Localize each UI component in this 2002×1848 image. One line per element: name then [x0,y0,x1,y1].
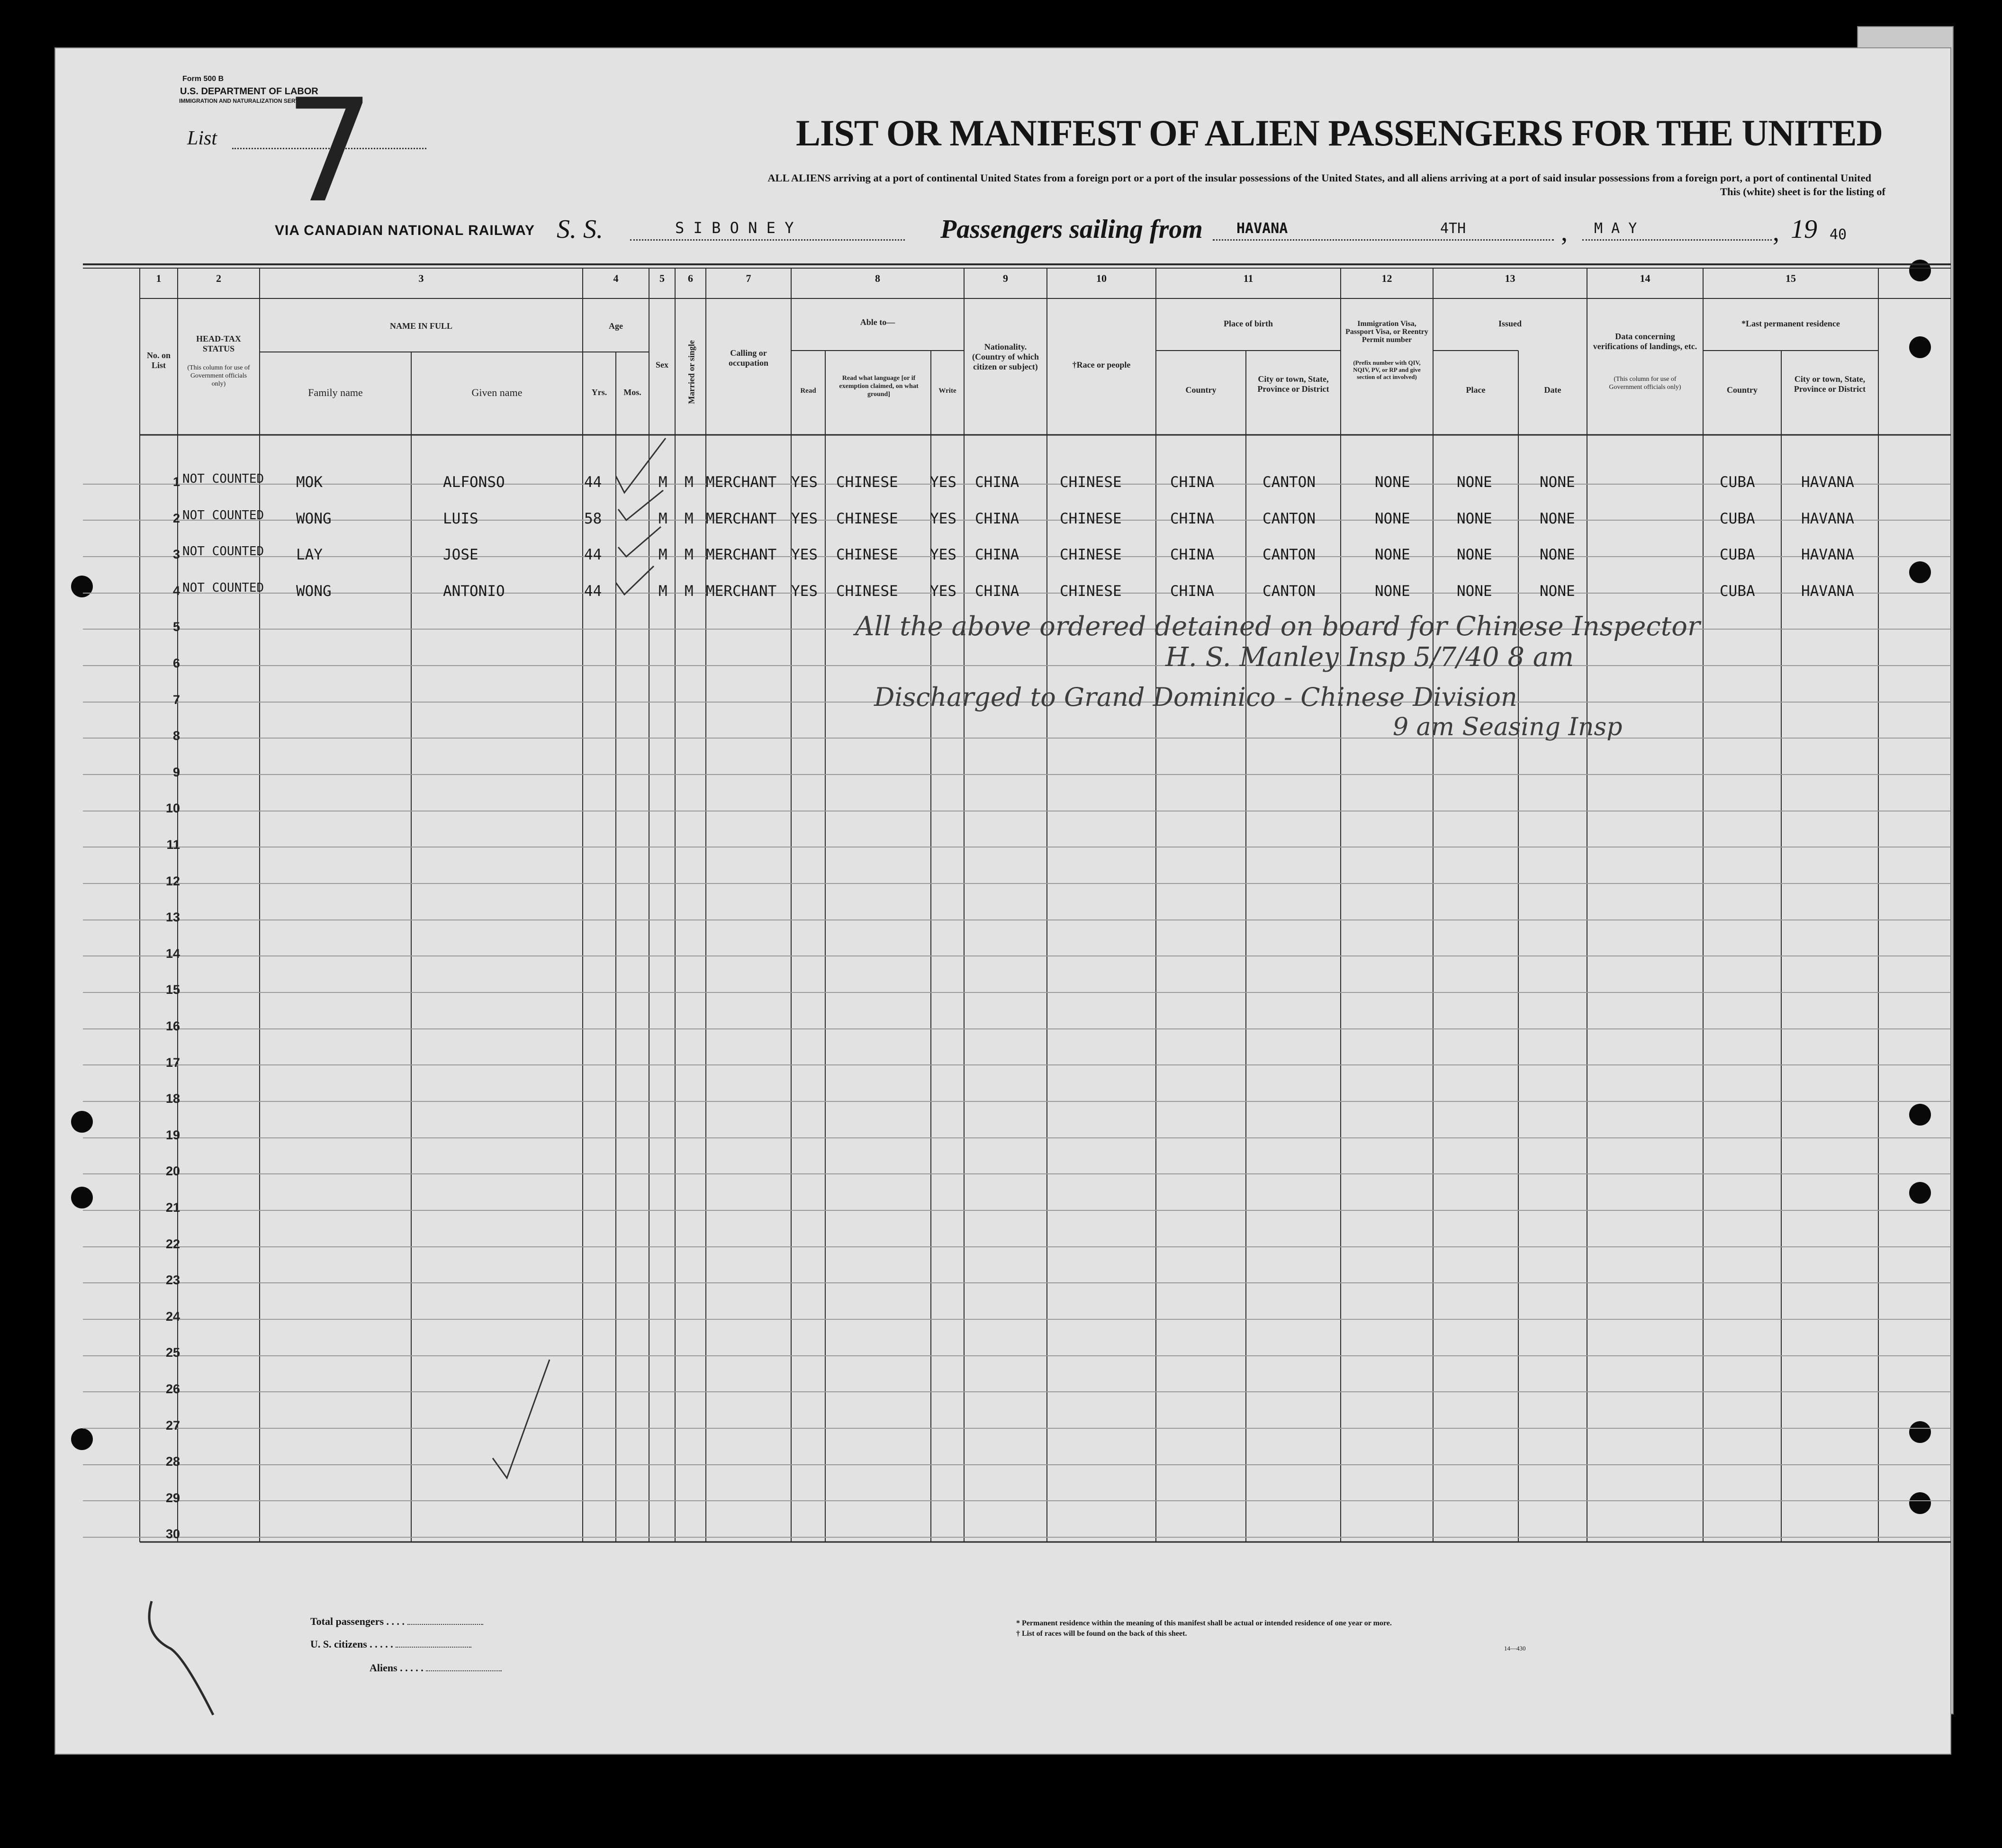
header-nationality: Nationality. (Country of which citizen or subject) [972,342,1039,371]
nationality: CHINA [975,546,1019,564]
row-number: 25 [165,1345,180,1360]
column-number: 12 [1381,272,1392,284]
residence-city: HAVANA [1801,510,1854,527]
given-name: ANTONIO [443,582,505,600]
department-name: U.S. DEPARTMENT OF LABOR [180,86,318,97]
header-name-in-full: NAME IN FULL [389,321,452,331]
row-number: 4 [172,583,180,598]
header-mos: Mos. [623,388,641,397]
annotation-line-2: H. S. Manley Insp 5/7/40 8 am [1165,642,1574,673]
can-write: YES [930,582,956,600]
column-number: 10 [1096,272,1107,284]
footer-aliens-label: Aliens [370,1662,397,1674]
row-number: 1 [172,475,180,489]
row-number: 14 [165,946,180,961]
row-number: 20 [165,1164,180,1179]
read-language: CHINESE [836,546,898,564]
residence-city: HAVANA [1801,474,1854,491]
row-number: 13 [165,910,180,925]
header-write: Write [938,387,956,395]
footer-aliens: Aliens . . . . . [370,1662,502,1674]
issued-date: NONE [1540,582,1575,600]
column-number: 1 [156,272,162,284]
nationality: CHINA [975,510,1019,527]
residence-country: CUBA [1720,510,1755,527]
marital-status: M [685,546,694,564]
column-number: 9 [1003,272,1008,284]
row-number: 19 [165,1127,180,1142]
sex: M [658,546,667,564]
row-number: 8 [172,729,180,743]
column-number: 13 [1505,272,1515,284]
header-given-name: Given name [471,387,523,398]
row-number: 21 [165,1200,180,1215]
footer-total-label: Total passengers [310,1615,384,1627]
ship-name: S I B O N E Y [675,219,794,237]
year-suffix: 40 [1830,226,1847,243]
via-railway: VIA CANADIAN NATIONAL RAILWAY [275,223,535,238]
family-name: LAY [296,546,323,564]
can-write: YES [930,546,956,564]
occupation: MERCHANT [706,582,777,600]
header-able-to: Able to— [860,317,895,327]
issued-place: NONE [1457,474,1492,491]
header-read: Read [800,387,816,395]
occupation: MERCHANT [706,546,777,564]
header-issued-date: Date [1544,385,1561,395]
header-last-residence: *Last permanent residence [1741,319,1840,328]
header-res-country: Country [1726,385,1758,395]
annotation-line-1: All the above ordered detained on board for Chinese Inspector [855,611,1700,642]
column-number: 8 [875,272,880,284]
column-number: 4 [613,272,619,284]
age-years: 44 [584,546,602,564]
header-race: †Race or people [1072,360,1131,370]
sex: M [658,582,667,600]
port-name: HAVANA [1236,220,1288,237]
header-pob-country: Country [1185,385,1217,395]
head-tax-status: NOT COUNTED [182,508,264,523]
birth-city: CANTON [1263,510,1316,527]
row-number: 28 [165,1454,180,1469]
form-number: Form 500 B [182,75,224,83]
header-no-on-list: No. on List [146,351,171,370]
can-read: YES [791,546,818,564]
column-number: 15 [1786,272,1796,284]
residence-country: CUBA [1720,474,1755,491]
header-married: Married or single [686,340,696,404]
age-years: 58 [584,510,602,527]
residence-city: HAVANA [1801,582,1854,600]
visa-number: NONE [1375,546,1410,564]
issued-date: NONE [1540,510,1575,527]
given-name: JOSE [443,546,478,564]
birth-city: CANTON [1263,474,1316,491]
race: CHINESE [1060,474,1122,491]
page-title: LIST OR MANIFEST OF ALIEN PASSENGERS FOR THE UNITED [796,112,1883,153]
header-head-tax-note: (This column for use of Government officials only) [187,364,250,388]
row-number: 2 [172,511,180,525]
row-number: 24 [165,1309,180,1324]
age-years: 44 [584,582,602,600]
header-read-language: Read what language [or if exemption claimed, on what ground] [839,375,919,398]
race: CHINESE [1060,582,1122,600]
comma-2: , [1773,217,1779,247]
header-visa: Immigration Visa, Passport Visa, or Reentry Permit number [1345,320,1428,344]
header-place-of-birth: Place of birth [1224,319,1273,328]
header-landings: Data concerning verifications of landings, etc. [1593,332,1697,351]
sailing-month: M A Y [1594,220,1637,237]
column-number: 11 [1243,272,1254,284]
row-number: 26 [165,1382,180,1396]
annotation-line-3: Discharged to Grand Dominico - Chinese Division [874,682,1517,712]
footer-note-1: * Permanent residence within the meaning of this manifest shall be actual or intended residence of one year or more. [1016,1619,1392,1627]
visa-number: NONE [1375,474,1410,491]
read-language: CHINESE [836,510,898,527]
can-read: YES [791,510,818,527]
row-number: 5 [172,620,180,634]
issued-date: NONE [1540,474,1575,491]
footer-total-passengers: Total passengers . . . . [310,1615,483,1628]
marital-status: M [685,474,694,491]
footer-us-citizens: U. S. citizens . . . . . [310,1638,471,1650]
row-number: 10 [165,801,180,816]
visa-number: NONE [1375,582,1410,600]
header-issued-place: Place [1466,385,1486,395]
occupation: MERCHANT [706,510,777,527]
column-number: 5 [659,272,665,284]
family-name: WONG [296,582,332,600]
header-sex: Sex [656,360,668,370]
page-subtitle-2: This (white) sheet is for the listing of [1720,186,1885,198]
row-number: 29 [165,1490,180,1505]
annotation-line-4: 9 am Seasing Insp [1393,713,1623,741]
nationality: CHINA [975,474,1019,491]
row-number: 7 [172,692,180,707]
head-tax-status: NOT COUNTED [182,580,264,595]
can-read: YES [791,474,818,491]
service-name: IMMIGRATION AND NATURALIZATION SERVICE [179,98,309,104]
row-number: 3 [172,547,180,562]
column-number: 3 [418,272,424,284]
row-number: 12 [165,874,180,888]
can-write: YES [930,474,956,491]
row-number: 27 [165,1418,180,1433]
header-calling: Calling or occupation [728,348,768,368]
birth-country: CHINA [1170,474,1215,491]
header-visa-note: (Prefix number with QIV, NQIV, PV, or RP and give section of act involved) [1353,359,1421,380]
nationality: CHINA [975,582,1019,600]
sex: M [658,474,667,491]
sailing-day: 4TH [1440,220,1466,237]
given-name: LUIS [443,510,478,527]
comma-1: , [1561,217,1568,247]
list-number: 7 [284,69,375,234]
can-read: YES [791,582,818,600]
issued-date: NONE [1540,546,1575,564]
race: CHINESE [1060,510,1122,527]
row-number: 15 [165,983,180,997]
birth-city: CANTON [1263,546,1316,564]
column-number: 14 [1640,272,1650,284]
ss-label: S. S. [557,215,603,244]
birth-city: CANTON [1263,582,1316,600]
row-number: 30 [165,1527,180,1542]
marital-status: M [685,582,694,600]
header-yrs: Yrs. [591,388,607,397]
issued-place: NONE [1457,582,1492,600]
residence-country: CUBA [1720,582,1755,600]
column-number: 6 [688,272,693,284]
marital-status: M [685,510,694,527]
issued-place: NONE [1457,510,1492,527]
footer-us-citizens-label: U. S. citizens [310,1638,367,1650]
row-number: 23 [165,1273,180,1288]
family-name: WONG [296,510,332,527]
birth-country: CHINA [1170,582,1215,600]
row-number: 18 [165,1091,180,1106]
read-language: CHINESE [836,474,898,491]
row-number: 6 [172,656,180,670]
birth-country: CHINA [1170,546,1215,564]
header-issued: Issued [1498,319,1522,328]
read-language: CHINESE [836,582,898,600]
column-number: 7 [746,272,751,284]
race: CHINESE [1060,546,1122,564]
header-pob-city: City or town, State, Province or District [1257,374,1329,394]
visa-number: NONE [1375,510,1410,527]
age-years: 44 [584,474,602,491]
given-name: ALFONSO [443,474,505,491]
year-prefix: 19 [1791,215,1817,244]
list-label: List [187,127,217,149]
occupation: MERCHANT [706,474,777,491]
issued-place: NONE [1457,546,1492,564]
residence-city: HAVANA [1801,546,1854,564]
header-landings-note: (This column for use of Government officials only) [1609,376,1681,391]
family-name: MOK [296,474,323,491]
residence-country: CUBA [1720,546,1755,564]
sex: M [658,510,667,527]
row-number: 17 [165,1055,180,1070]
column-number: 2 [216,272,221,284]
header-res-city: City or town, State, Province or District [1794,374,1866,394]
row-number: 22 [165,1236,180,1251]
header-family-name: Family name [308,387,363,398]
head-tax-status: NOT COUNTED [182,472,264,486]
row-number: 16 [165,1019,180,1033]
row-number: 11 [166,838,180,852]
head-tax-status: NOT COUNTED [182,544,264,559]
header-age: Age [609,321,623,331]
footer-code: 14—430 [1504,1645,1526,1652]
header-head-tax: HEAD-TAX STATUS [196,334,241,353]
page-subtitle: ALL ALIENS arriving at a port of continental United States from a foreign port or a port of the insular possessions of the United States, and all aliens arriving at a port of said insular possessions from a foreign port, a port of continental United [767,172,1871,184]
row-number: 9 [172,765,180,779]
sailing-label: Passengers sailing from [940,215,1203,244]
birth-country: CHINA [1170,510,1215,527]
can-write: YES [930,510,956,527]
footer-note-2: † List of races will be found on the back of this sheet. [1016,1630,1187,1638]
